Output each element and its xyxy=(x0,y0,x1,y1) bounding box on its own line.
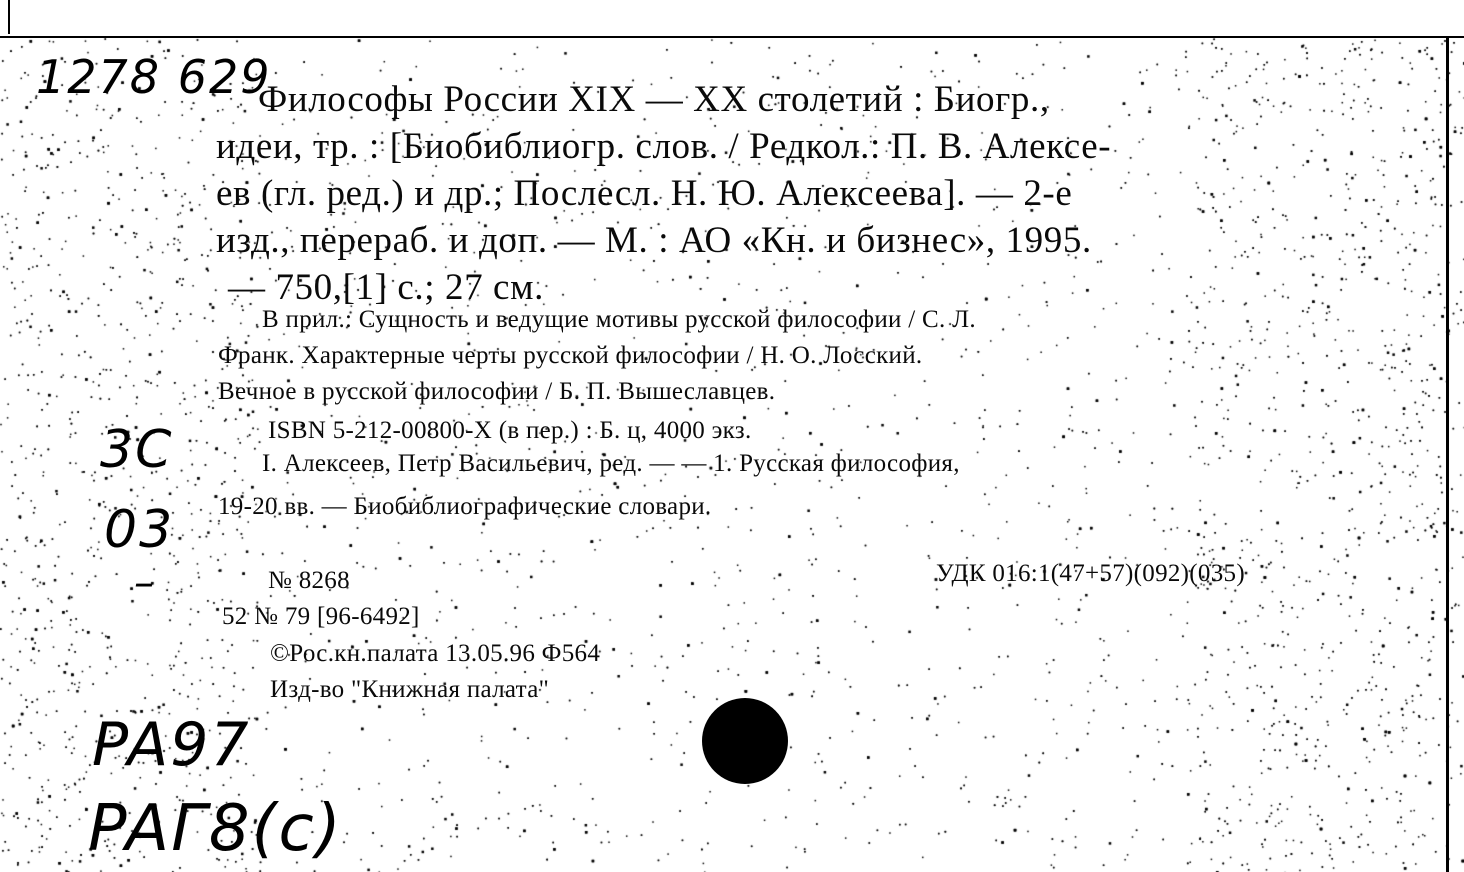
copyright-line: ©Рос.кн.палата 13.05.96 Ф564 xyxy=(270,640,601,667)
note-line-2: Франк. Характерные черты русской философии / Н. О. Лосский. xyxy=(218,342,923,369)
title-line-2: идеи, тр. : [Биобиблиогр. слов. / Редкол.: П. В. Алексе- xyxy=(216,126,1112,167)
series-number: 52 № 79 [96-6492] xyxy=(222,603,420,630)
top-border xyxy=(0,36,1464,38)
tracing-line-2: 19-20 вв. — Биобиблиографические словари. xyxy=(218,493,712,520)
tracing-line-1: I. Алексеев, Петр Васильевич, ред. — — 1. Русская философия, xyxy=(262,450,960,477)
title-line-5: — 750,[1] с.; 27 см. xyxy=(228,267,544,308)
note-line-1: В прил.: Сущность и ведущие мотивы русской философии / С. Л. xyxy=(262,306,976,333)
note-line-3: Вечное в русской философии / Б. П. Вышеславцев. xyxy=(218,378,776,405)
dash-mark: – xyxy=(134,560,156,606)
publisher-line: Изд-во "Книжная палата" xyxy=(270,676,550,703)
card-number: № 8268 xyxy=(268,567,350,594)
udc-code: УДК 016:1(47+57)(092)(035) xyxy=(936,560,1245,587)
isbn-line: ISBN 5-212-00800-X (в пер.) : Б. ц, 4000 экз. xyxy=(268,417,752,444)
title-line-1: Философы России XIX — XX столетий : Биогр., xyxy=(258,79,1050,120)
shelf-mark-line2: 03 xyxy=(104,500,175,560)
left-edge-mark xyxy=(8,0,10,34)
punch-hole xyxy=(702,698,788,784)
title-line-4: изд., перераб. и доп. — М. : АО «Кн. и бизнес», 1995. xyxy=(216,220,1092,261)
code-line1: PA97 xyxy=(92,710,251,780)
right-border xyxy=(1446,38,1449,872)
code-line2: PAГ8(c) xyxy=(88,792,343,866)
shelf-mark-line1: 3C xyxy=(100,420,174,480)
title-line-3: ев (гл. ред.) и др.; Послесл. Н. Ю. Алексеева]. — 2-е xyxy=(216,173,1073,214)
inventory-number: 1278 629 xyxy=(36,50,272,104)
